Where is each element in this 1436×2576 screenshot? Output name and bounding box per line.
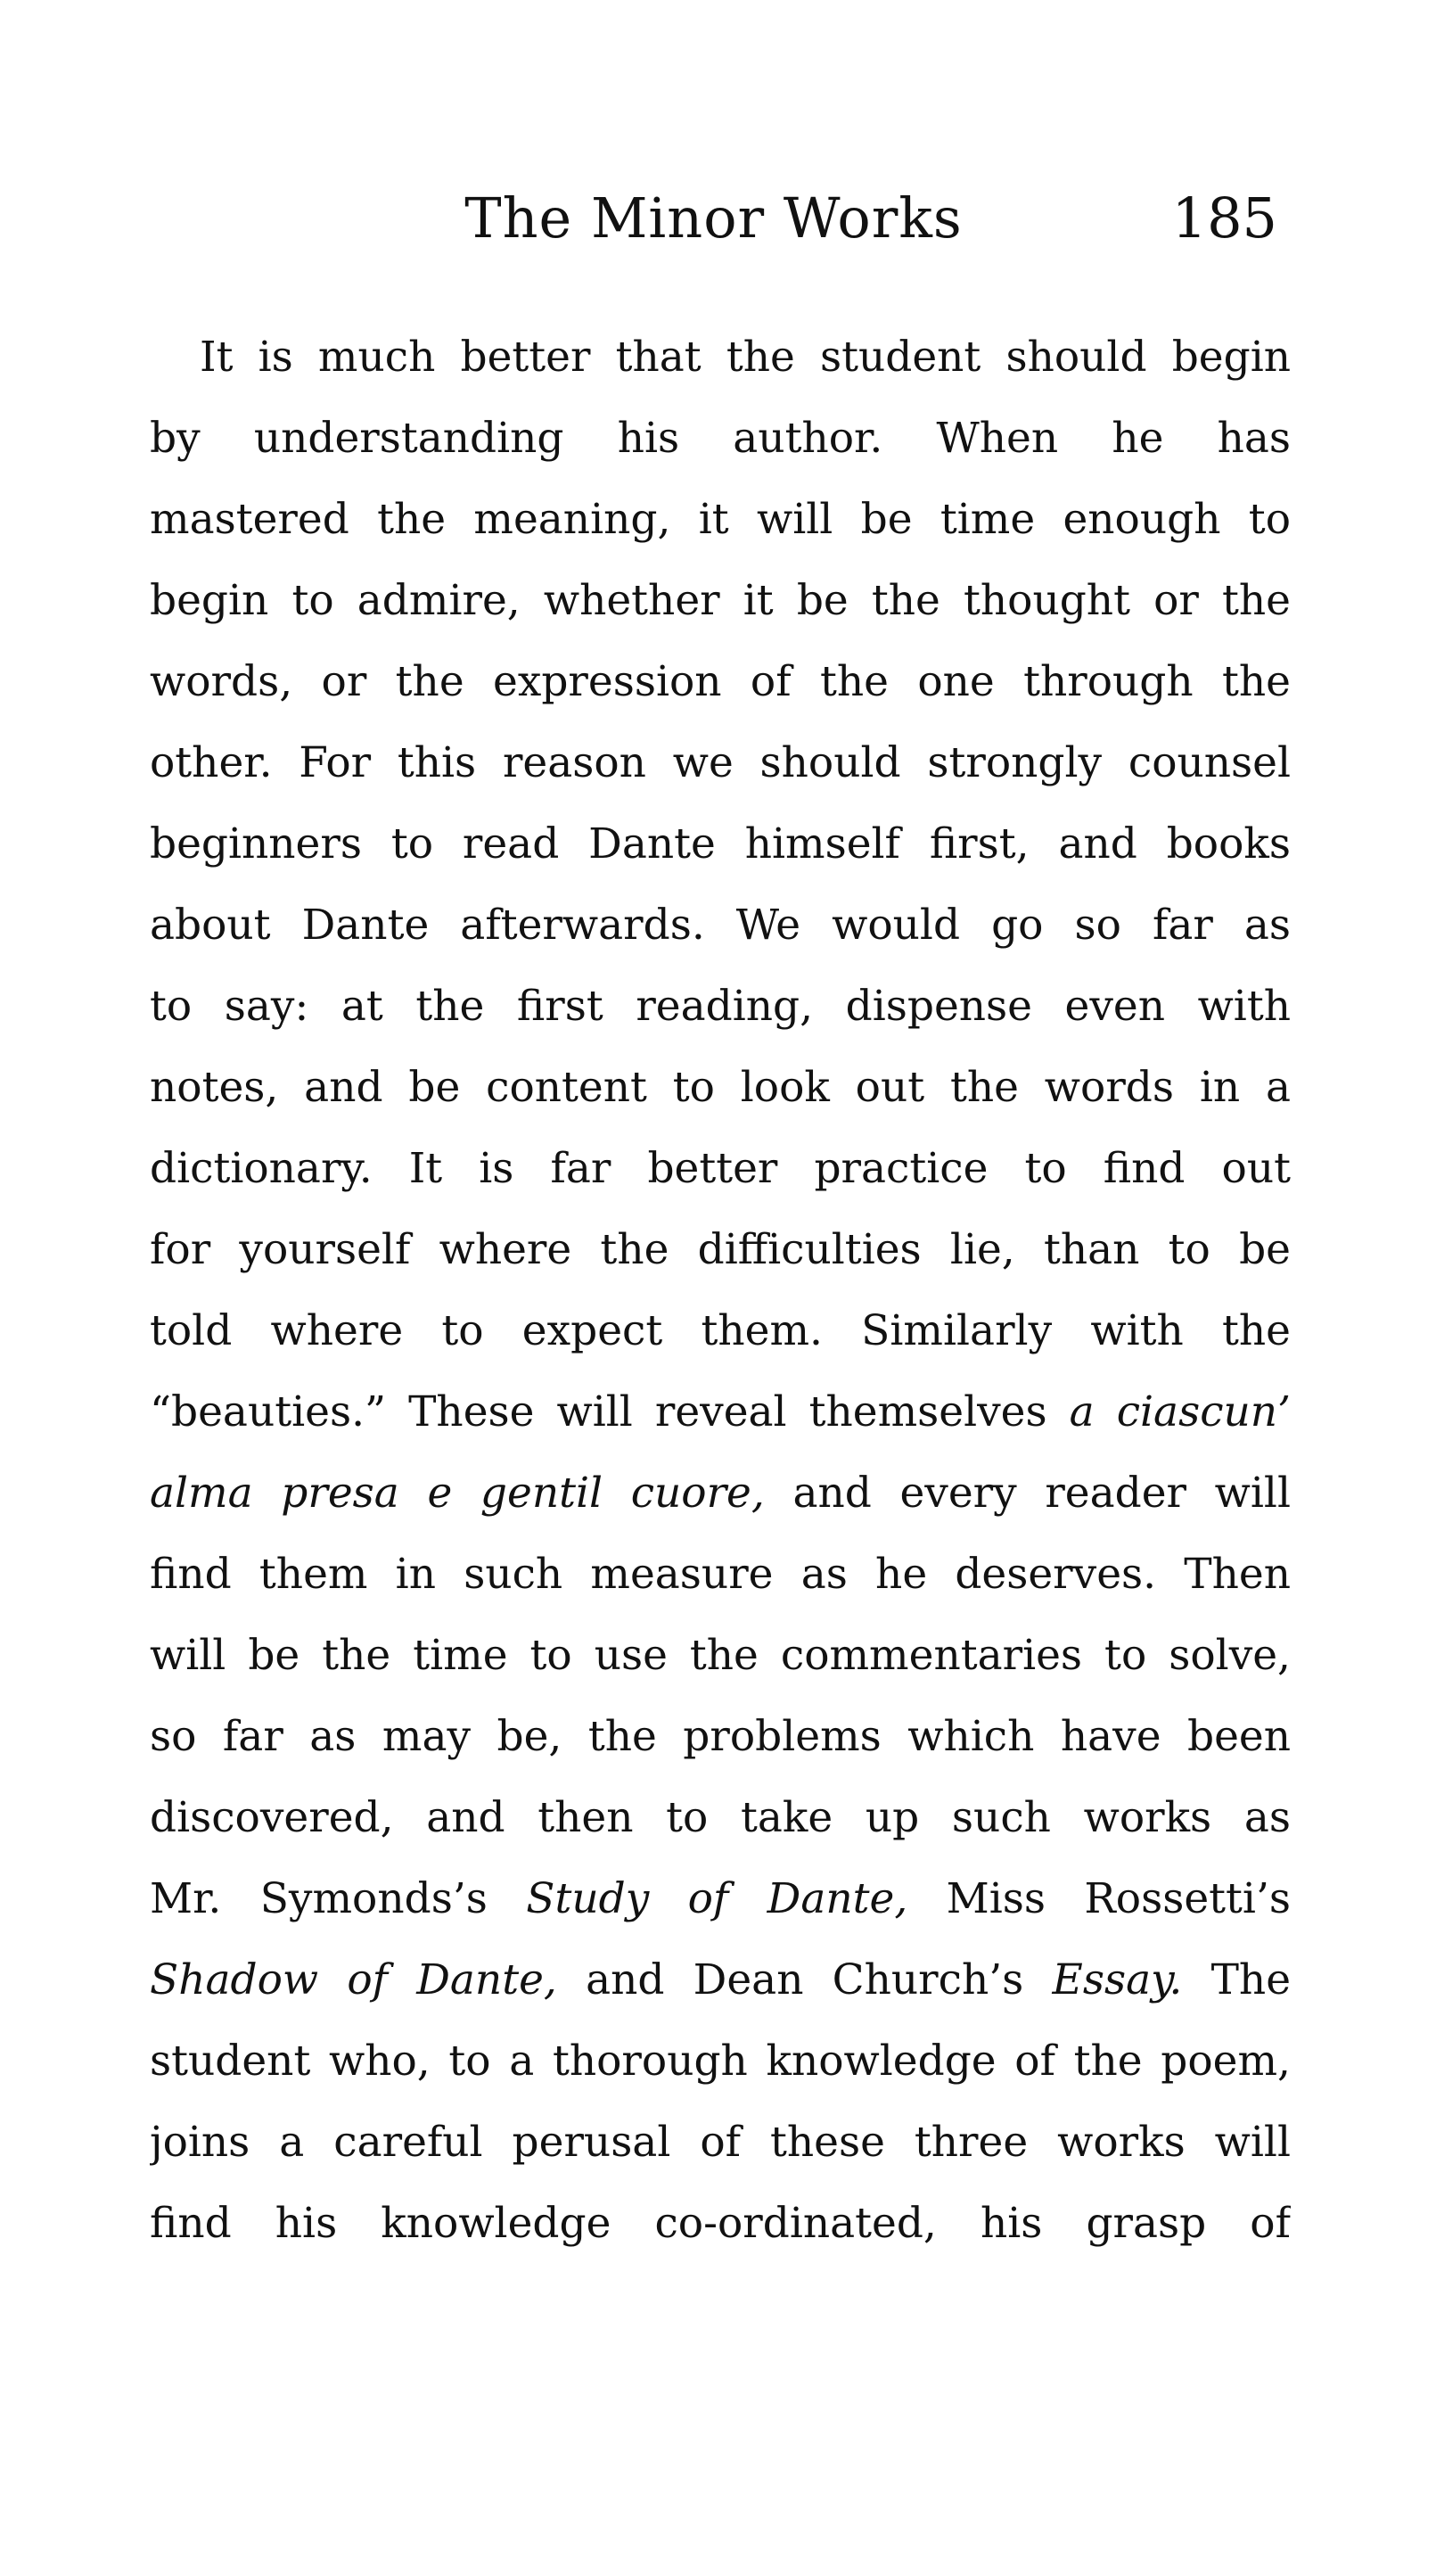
italic-text: Shadow of Dante, bbox=[150, 1955, 557, 2004]
text-segment: so far as may be, the problems which have been bbox=[150, 1712, 1291, 1761]
text-segment: Mr. Symonds’s bbox=[150, 1874, 527, 1923]
running-title: The Minor Works bbox=[464, 185, 963, 251]
text-line bbox=[150, 317, 1291, 398]
text-segment: joins a careful perusal of these three works will bbox=[150, 2118, 1291, 2167]
text-segment: Miss Rossetti’s bbox=[907, 1874, 1291, 1923]
text-line bbox=[150, 1290, 1291, 1371]
text-line bbox=[150, 1047, 1291, 1128]
page-number: 185 bbox=[1171, 185, 1277, 251]
text-line bbox=[150, 2102, 1291, 2183]
text-segment: student who, to a thorough knowledge of the poem, bbox=[150, 2037, 1291, 2086]
italic-text: Study of Dante, bbox=[526, 1874, 908, 1923]
text-line bbox=[150, 722, 1291, 803]
text-line bbox=[150, 1371, 1291, 1453]
text-segment: begin to admire, whether it be the thought or the bbox=[150, 576, 1291, 625]
text-segment: and Dean Church’s bbox=[556, 1955, 1053, 2004]
text-line bbox=[150, 398, 1291, 479]
body-paragraph bbox=[150, 317, 1291, 2264]
italic-text: a ciascun’ bbox=[1069, 1387, 1291, 1436]
text-segment: about Dante afterwards. We would go so far as bbox=[150, 901, 1291, 950]
text-segment: It is much better that the student should begin bbox=[200, 333, 1291, 382]
text-line bbox=[150, 479, 1291, 560]
text-segment: will be the time to use the commentaries to solve, bbox=[150, 1631, 1291, 1680]
text-line bbox=[150, 1534, 1291, 1615]
text-line bbox=[150, 1615, 1291, 1696]
text-line bbox=[150, 1453, 1291, 1534]
text-segment: words, or the expression of the one through the bbox=[150, 657, 1291, 706]
text-segment: find them in such measure as he deserves. Then bbox=[150, 1550, 1291, 1599]
text-line bbox=[150, 1209, 1291, 1290]
text-line bbox=[150, 1939, 1291, 2020]
text-line bbox=[150, 803, 1291, 885]
text-segment: and every reader will bbox=[764, 1469, 1291, 1518]
text-line bbox=[150, 641, 1291, 722]
text-segment: other. For this reason we should strongly counsel bbox=[150, 738, 1291, 787]
text-segment: told where to expect them. Similarly with the bbox=[150, 1306, 1291, 1355]
page-header bbox=[150, 183, 1277, 254]
italic-text: Essay. bbox=[1052, 1955, 1183, 2004]
text-segment: The bbox=[1182, 1955, 1291, 2004]
text-segment: notes, and be content to look out the words in a bbox=[150, 1063, 1291, 1112]
text-segment: find his knowledge co-ordinated, his grasp of bbox=[150, 2199, 1291, 2248]
text-segment: dictionary. It is far better practice to find out bbox=[150, 1144, 1291, 1193]
text-line bbox=[150, 966, 1291, 1047]
text-segment: beginners to read Dante himself first, and books bbox=[150, 819, 1291, 868]
text-segment: for yourself where the difficulties lie, than to be bbox=[150, 1225, 1291, 1274]
text-line bbox=[150, 1128, 1291, 1209]
text-segment: mastered the meaning, it will be time enough to bbox=[150, 495, 1291, 544]
text-segment: to say: at the first reading, dispense even with bbox=[150, 982, 1291, 1031]
italic-text: alma presa e gentil cuore, bbox=[150, 1469, 765, 1518]
text-line bbox=[150, 1696, 1291, 1777]
text-line bbox=[150, 885, 1291, 966]
text-line bbox=[150, 2020, 1291, 2102]
text-line bbox=[150, 1777, 1291, 1858]
text-segment: by understanding his author. When he has bbox=[150, 414, 1291, 463]
text-line bbox=[150, 1858, 1291, 1939]
text-segment: discovered, and then to take up such works as bbox=[150, 1793, 1291, 1842]
text-segment: “beauties.” These will reveal themselves bbox=[150, 1387, 1070, 1436]
text-line bbox=[150, 560, 1291, 641]
text-line bbox=[150, 2183, 1291, 2264]
